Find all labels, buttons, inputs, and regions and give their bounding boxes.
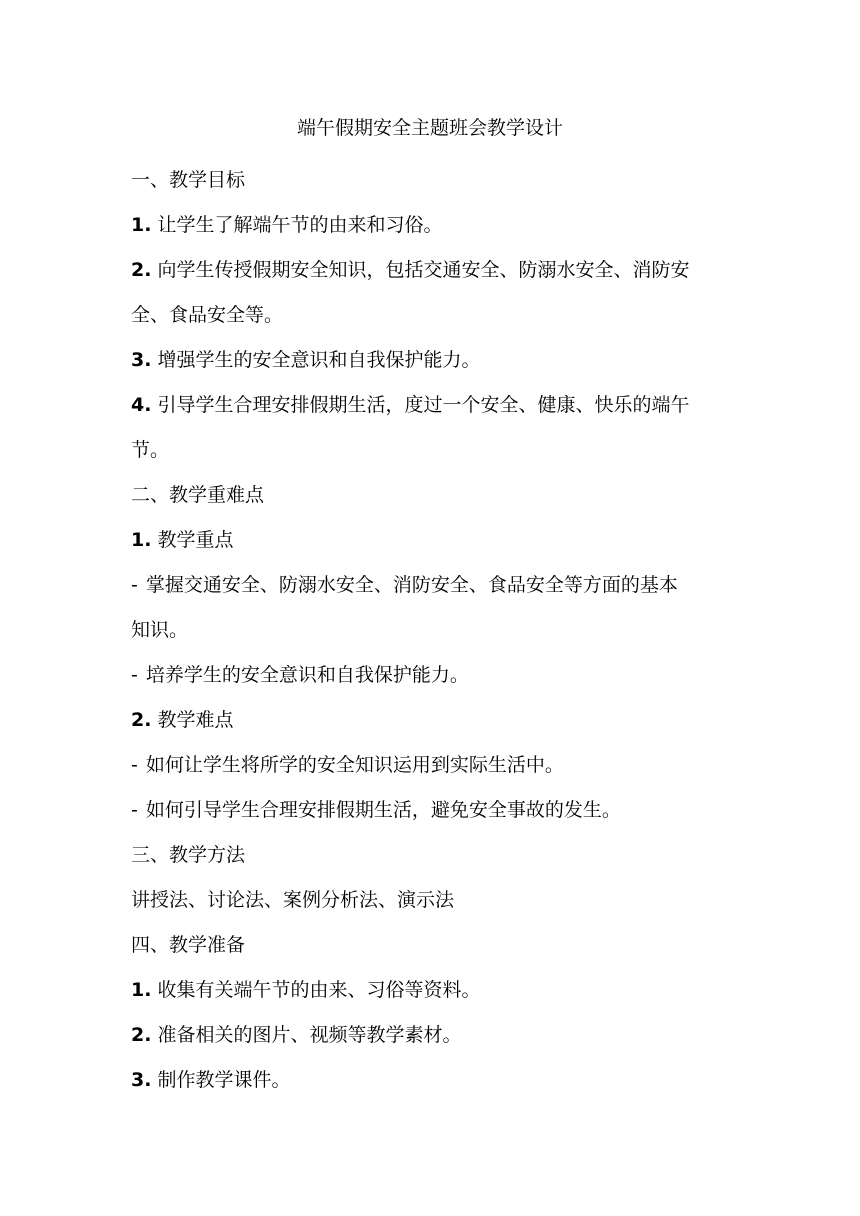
- section-heading-preparation: 四、教学准备: [131, 934, 246, 956]
- item-number: 1.: [131, 529, 152, 551]
- item-number: 2.: [131, 709, 152, 731]
- section-heading-key-points: 二、教学重难点: [131, 484, 265, 506]
- item-text: 准备相关的图片、视频等教学素材。: [157, 1024, 462, 1046]
- list-item-continuation: 全、食品安全等。: [131, 304, 284, 326]
- list-item: [131, 968, 731, 1013]
- item-text: 增强学生的安全意识和自我保护能力。: [157, 349, 481, 371]
- item-number: 3.: [131, 349, 152, 371]
- item-text: 让学生了解端午节的由来和习俗。: [157, 214, 443, 236]
- document-title: 端午假期安全主题班会教学设计: [296, 117, 563, 139]
- item-number: 2.: [131, 259, 152, 281]
- dash-marker: -: [131, 799, 138, 821]
- list-item: [131, 248, 731, 293]
- paragraph: 讲授法、讨论法、案例分析法、演示法: [131, 889, 455, 911]
- bullet-item: [131, 653, 731, 698]
- bullet-item: [131, 788, 731, 833]
- list-item: [131, 1013, 731, 1058]
- item-text: 向学生传授假期安全知识，包括交通安全、防溺水安全、消防安: [157, 259, 690, 281]
- item-number: 1.: [131, 979, 152, 1001]
- bullet-text: 如何让学生将所学的安全知识运用到实际生活中。: [145, 754, 564, 776]
- dash-marker: -: [131, 664, 138, 686]
- bullet-text: 掌握交通安全、防溺水安全、消防安全、食品安全等方面的基本: [145, 574, 678, 596]
- item-text: 收集有关端午节的由来、习俗等资料。: [157, 979, 481, 1001]
- list-item: [131, 338, 731, 383]
- section-heading-objectives: 一、教学目标: [131, 169, 246, 191]
- subsection-label: 教学难点: [157, 709, 234, 731]
- bullet-text: 培养学生的安全意识和自我保护能力。: [145, 664, 469, 686]
- dash-marker: -: [131, 754, 138, 776]
- section-heading-methods: 三、教学方法: [131, 844, 246, 866]
- list-item: [131, 1058, 731, 1103]
- subsection-label: 教学重点: [157, 529, 234, 551]
- subsection-heading: [131, 698, 731, 743]
- subsection-heading: [131, 518, 731, 563]
- document-body: [131, 158, 731, 1103]
- list-item: [131, 203, 731, 248]
- dash-marker: -: [131, 574, 138, 596]
- item-number: 3.: [131, 1069, 152, 1091]
- bullet-item-continuation: 知识。: [131, 619, 189, 641]
- list-item-continuation: 节。: [131, 439, 170, 461]
- item-text: 制作教学课件。: [157, 1069, 291, 1091]
- item-number: 4.: [131, 394, 152, 416]
- bullet-item: [131, 743, 731, 788]
- item-number: 1.: [131, 214, 152, 236]
- item-number: 2.: [131, 1024, 152, 1046]
- item-text: 引导学生合理安排假期生活，度过一个安全、健康、快乐的端午: [157, 394, 690, 416]
- bullet-item: [131, 563, 731, 608]
- bullet-text: 如何引导学生合理安排假期生活，避免安全事故的发生。: [145, 799, 621, 821]
- list-item: [131, 383, 731, 428]
